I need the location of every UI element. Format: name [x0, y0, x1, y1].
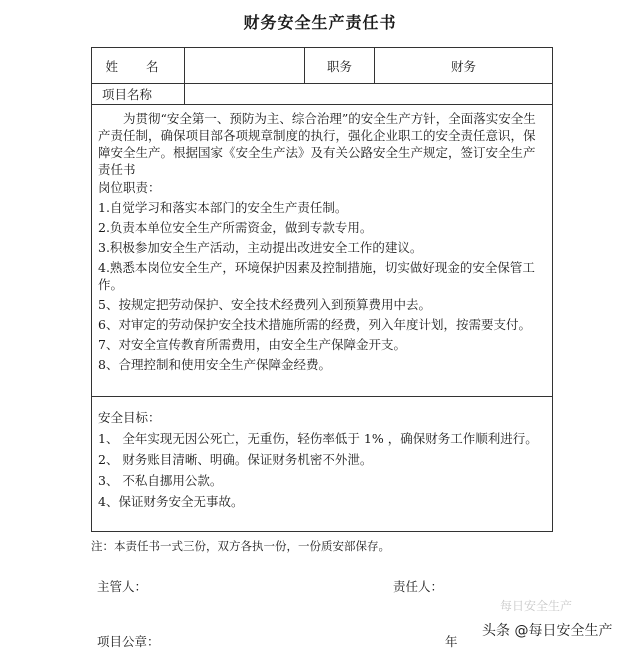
- goal-item: 3、 不私自挪用公款。: [98, 473, 223, 488]
- duty-item: 3.积极参加安全生产活动，主动提出改进安全工作的建议。: [98, 240, 423, 255]
- duty-item: 4.熟悉本岗位安全生产，环境保护因素及控制措施，切实做好现金的安全保管工作。: [98, 260, 535, 292]
- watermark-ghost: 每日安全生产: [500, 599, 573, 613]
- position-label: 职务: [305, 48, 375, 83]
- goal-item: 1、 全年实现无因公死亡，无重伤，轻伤率低于 1% ，确保财务工作顺利进行。: [98, 431, 538, 446]
- duty-item: 5、按规定把劳动保护、安全技术经费列入到预算费用中去。: [98, 297, 431, 312]
- responsible-signature-label: 责任人：: [393, 579, 444, 594]
- goal-item: 2、 财务账目清晰、明确。保证财务机密不外泄。: [98, 452, 373, 467]
- duties-heading: 岗位职责：: [98, 180, 161, 195]
- duty-item: 7、对安全宣传教育所需费用，由安全生产保障金开支。: [98, 337, 406, 352]
- goals-heading: 安全目标：: [98, 410, 161, 425]
- duties-section: [92, 105, 552, 397]
- intro-paragraph: 为贯彻“安全第一、预防为主、综合治理”的安全生产方针，全面落实安全生产责任制，确保项目部各项规章制度的执行，强化企业职工的安全责任意识，保障安全生产。根据国家《安全生产法》及有关公路安全生产规定，签订安全生产责任书: [98, 111, 536, 177]
- duty-item: 2.负责本单位安全生产所需资金，做到专款专用。: [98, 220, 373, 235]
- responsibility-form: [91, 47, 553, 532]
- footnote: 注：本责任书一式三份，双方各执一份，一份质安部保存。: [91, 539, 390, 553]
- project-label: 项目名称: [92, 84, 185, 104]
- duty-item: 6、对审定的劳动保护安全技术措施所需的经费，列入年度计划，按需要支付。: [98, 317, 531, 332]
- document-title: 财务安全生产责任书: [243, 13, 397, 32]
- name-value-field[interactable]: [185, 48, 305, 83]
- project-seal-label: 项目公章：: [97, 634, 160, 649]
- name-label: 姓 名: [92, 48, 185, 83]
- safety-goals-section: [92, 397, 552, 531]
- duty-item: 1.自觉学习和落实本部门的安全生产责任制。: [98, 200, 348, 215]
- project-value-field[interactable]: [185, 84, 552, 104]
- goal-item: 4、保证财务安全无事故。: [98, 494, 244, 509]
- supervisor-signature-label: 主管人：: [97, 579, 148, 594]
- watermark: 头条 @每日安全生产: [478, 619, 616, 641]
- position-value: 财务: [450, 58, 476, 74]
- project-row: [92, 84, 552, 105]
- duty-item: 8、合理控制和使用安全生产保障金经费。: [98, 357, 331, 372]
- name-row: [92, 48, 552, 84]
- year-label: 年: [445, 634, 458, 649]
